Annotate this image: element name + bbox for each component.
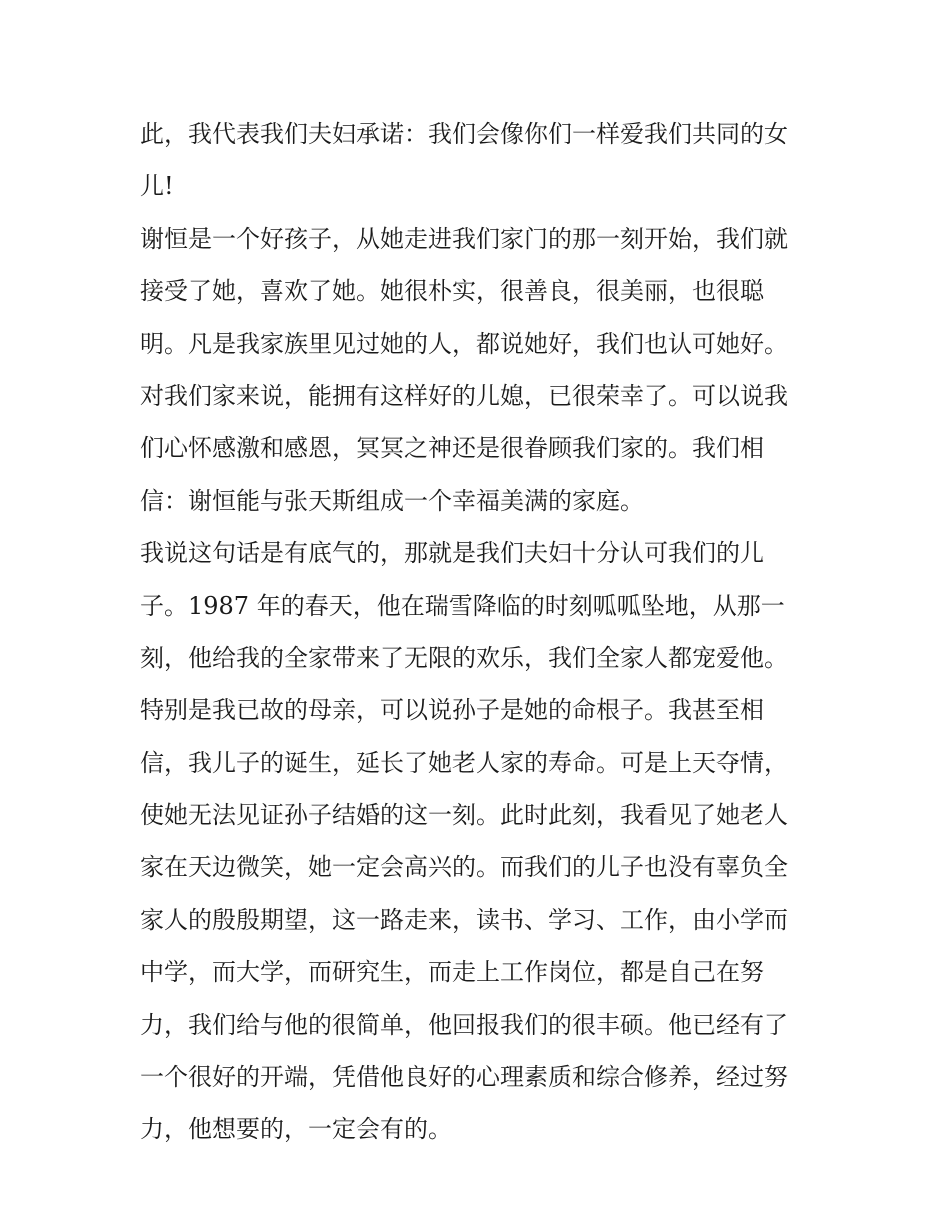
text-line: 谢恒是一个好孩子，从她走进我们家门的那一刻开始，我们就 (140, 224, 788, 253)
text-line: 刻，他给我的全家带来了无限的欢乐，我们全家人都宠爱他。 (140, 643, 788, 672)
text-line: 家在天边微笑，她一定会高兴的。而我们的儿子也没有辜负全 (140, 853, 788, 882)
text-line: 儿! (140, 172, 174, 201)
text-line: 一个很好的开端，凭借他良好的心理素质和综合修养，经过努 (140, 1063, 788, 1092)
text-line: 特别是我已故的母亲，可以说孙子是她的命根子。我甚至相 (140, 696, 764, 725)
text-line: 接受了她，喜欢了她。她很朴实，很善良，很美丽，也很聪 (140, 277, 764, 306)
text-line: 家人的殷殷期望，这一路走来，读书、学习、工作，由小学而 (140, 905, 788, 934)
text-line: 明。凡是我家族里见过她的人，都说她好，我们也认可她好。 (140, 329, 788, 358)
text-line: 使她无法见证孙子结婚的这一刻。此时此刻，我看见了她老人 (140, 801, 788, 830)
text-line: 力，他想要的，一定会有的。 (140, 1115, 452, 1144)
text-line: 对我们家来说，能拥有这样好的儿媳，已很荣幸了。可以说我 (140, 381, 788, 410)
text-line: 中学，而大学，而研究生，而走上工作岗位，都是自己在努 (140, 958, 764, 987)
body-text (140, 108, 820, 1156)
text-line: 力，我们给与他的很简单，他回报我们的很丰硕。他已经有了 (140, 1010, 788, 1039)
text-line: 信，我儿子的诞生，延长了她老人家的寿命。可是上天夺情， (140, 748, 788, 777)
text-line: 子。1987 年的春天，他在瑞雪降临的时刻呱呱坠地，从那一 (140, 591, 785, 620)
text-line: 此，我代表我们夫妇承诺：我们会像你们一样爱我们共同的女 (140, 120, 788, 148)
text-line: 信：谢恒能与张天斯组成一个幸福美满的家庭。 (140, 486, 644, 515)
text-line: 们心怀感激和感恩，冥冥之神还是很眷顾我们家的。我们相 (140, 434, 764, 463)
text-line: 我说这句话是有底气的，那就是我们夫妇十分认可我们的儿 (140, 539, 764, 568)
